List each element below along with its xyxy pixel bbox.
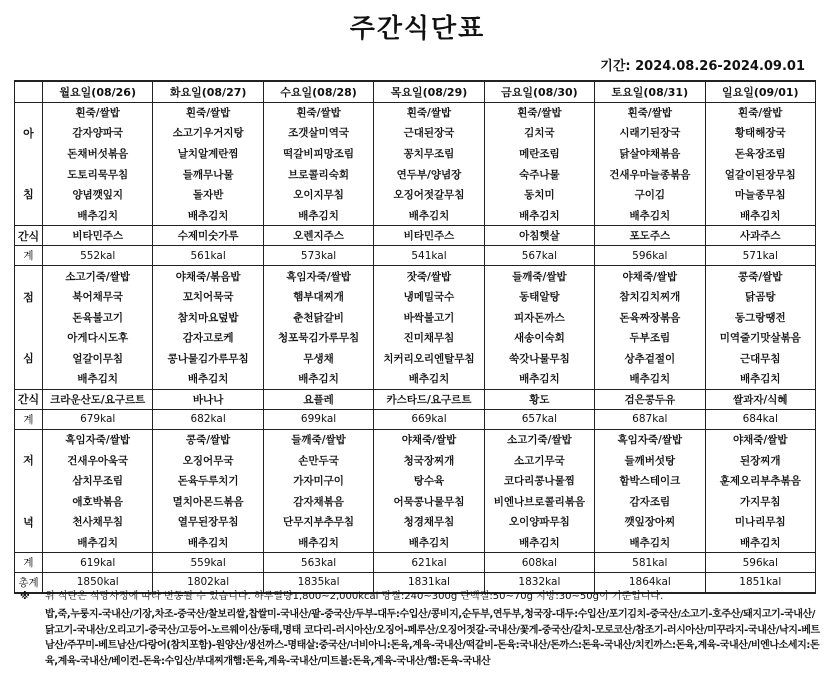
menu-item: 배추김치 [595, 532, 705, 553]
snack-item: 황도 [484, 389, 594, 409]
menu-item: 동치미 [484, 184, 594, 205]
day-header-row [15, 81, 816, 102]
menu-item: 흰죽/쌀밥 [263, 102, 373, 123]
menu-item: 건새우아욱국 [43, 450, 153, 471]
menu-item: 도토리묵무침 [43, 164, 153, 185]
menu-item: 두부조림 [595, 327, 705, 348]
menu-item: 흰죽/쌀밥 [705, 102, 815, 123]
day-header: 일요일(09/01) [705, 81, 815, 102]
meal-item-row [15, 102, 816, 123]
menu-item: 피자돈까스 [484, 307, 594, 328]
snack-item: 카스타드/요구르트 [374, 389, 484, 409]
snack-label: 간식 [15, 389, 43, 409]
meal-item-row [15, 369, 816, 390]
menu-item: 배추김치 [595, 369, 705, 390]
menu-item: 돈육두루치기 [153, 470, 263, 491]
kcal-value: 559kal [153, 553, 263, 573]
menu-item: 날치알계란찜 [153, 143, 263, 164]
menu-item: 닭살야채볶음 [595, 143, 705, 164]
menu-item: 배추김치 [43, 532, 153, 553]
note-mark: ※ [20, 591, 30, 602]
meal-item-row [15, 143, 816, 164]
menu-item: 배추김치 [705, 205, 815, 226]
menu-item: 배추김치 [484, 532, 594, 553]
day-header: 화요일(08/27) [153, 81, 263, 102]
menu-item: 청경채무침 [374, 512, 484, 533]
kcal-value: 621kal [374, 553, 484, 573]
meal-label [15, 429, 43, 553]
menu-item: 오이지무침 [263, 184, 373, 205]
meal-item-row [15, 327, 816, 348]
notes-section [20, 589, 820, 669]
menu-item: 무생채 [263, 348, 373, 369]
meal-item-row [15, 123, 816, 144]
kcal-label: 계 [15, 409, 43, 429]
snack-item: 검은콩두유 [595, 389, 705, 409]
menu-item: 들깨죽/쌀밥 [484, 266, 594, 287]
meal-label-text [15, 430, 42, 553]
menu-item: 메란조림 [484, 143, 594, 164]
total-value: 1851kal [705, 573, 815, 593]
kcal-value: 669kal [374, 409, 484, 429]
meal-label-char: 아 [23, 127, 34, 141]
meal-item-row [15, 450, 816, 471]
snack-label: 간식 [15, 226, 43, 246]
meal-label-char: 저 [23, 454, 34, 468]
kcal-value: 657kal [484, 409, 594, 429]
kcal-value: 596kal [705, 553, 815, 573]
menu-item: 함박스테이크 [595, 470, 705, 491]
menu-item: 꽁치무조림 [374, 143, 484, 164]
menu-item: 들깨무나물 [153, 164, 263, 185]
kcal-row [15, 246, 816, 266]
menu-item: 바싹불고기 [374, 307, 484, 328]
menu-item: 소고기죽/쌀밥 [43, 266, 153, 287]
menu-item: 떡갈비피망조림 [263, 143, 373, 164]
menu-body [15, 102, 816, 593]
menu-item: 배추김치 [43, 205, 153, 226]
menu-item: 쑥갓나물무침 [484, 348, 594, 369]
menu-item: 진미채무침 [374, 327, 484, 348]
menu-item: 마늘종무침 [705, 184, 815, 205]
menu-item: 돌자반 [153, 184, 263, 205]
menu-item: 치커리오리엔탈무침 [374, 348, 484, 369]
menu-item: 양념깻잎지 [43, 184, 153, 205]
meal-label [15, 102, 43, 226]
menu-item: 돈육불고기 [43, 307, 153, 328]
menu-item: 얼갈이무침 [43, 348, 153, 369]
menu-item: 청국장찌개 [374, 450, 484, 471]
kcal-value: 699kal [263, 409, 373, 429]
menu-item: 가자미구이 [263, 470, 373, 491]
kcal-value: 552kal [43, 246, 153, 266]
menu-item: 연두부/양념장 [374, 164, 484, 185]
meal-label-char: 점 [23, 290, 34, 304]
menu-item: 배추김치 [705, 532, 815, 553]
menu-item: 된장찌개 [705, 450, 815, 471]
menu-item: 코다리콩나물찜 [484, 470, 594, 491]
menu-item: 배추김치 [374, 532, 484, 553]
menu-item: 흑임자죽/쌀밥 [263, 266, 373, 287]
menu-item: 천사채무침 [43, 512, 153, 533]
day-header: 목요일(08/29) [374, 81, 484, 102]
day-header: 금요일(08/30) [484, 81, 594, 102]
menu-item: 동태알탕 [484, 286, 594, 307]
menu-item: 삼치무조림 [43, 470, 153, 491]
menu-item: 소고기죽/쌀밥 [484, 429, 594, 450]
menu-item: 감자조림 [595, 491, 705, 512]
menu-item: 야채죽/쌀밥 [595, 266, 705, 287]
kcal-value: 581kal [595, 553, 705, 573]
menu-item: 배추김치 [153, 205, 263, 226]
meal-item-row [15, 429, 816, 450]
meal-item-row [15, 532, 816, 553]
kcal-value: 567kal [484, 246, 594, 266]
menu-item: 콩나물김가루무침 [153, 348, 263, 369]
snack-item: 아침햇살 [484, 226, 594, 246]
menu-item: 배추김치 [374, 369, 484, 390]
menu-item: 청포묵김가루무침 [263, 327, 373, 348]
menu-item: 돈채버섯볶음 [43, 143, 153, 164]
kcal-value: 608kal [484, 553, 594, 573]
menu-item: 손만두국 [263, 450, 373, 471]
meal-label [15, 266, 43, 390]
meal-label-char: 심 [23, 351, 34, 365]
kcal-value: 619kal [43, 553, 153, 573]
total-value: 1864kal [595, 573, 705, 593]
kcal-label: 계 [15, 246, 43, 266]
menu-item: 배추김치 [374, 205, 484, 226]
menu-item: 야채죽/볶음밥 [153, 266, 263, 287]
kcal-value: 541kal [374, 246, 484, 266]
menu-item: 꼬치어묵국 [153, 286, 263, 307]
meal-item-row [15, 307, 816, 328]
menu-period: 기간: 2024.08.26-2024.09.01 [600, 59, 805, 74]
snack-item: 크라운산도/요구르트 [43, 389, 153, 409]
snack-item: 바나나 [153, 389, 263, 409]
menu-item: 콩죽/쌀밥 [153, 429, 263, 450]
menu-item: 야채죽/쌀밥 [705, 429, 815, 450]
menu-item: 근대된장국 [374, 123, 484, 144]
total-value: 1831kal [374, 573, 484, 593]
menu-item: 잣죽/쌀밥 [374, 266, 484, 287]
menu-item: 소고기우거지탕 [153, 123, 263, 144]
menu-item: 흰죽/쌀밥 [153, 102, 263, 123]
menu-item: 흰죽/쌀밥 [43, 102, 153, 123]
day-header: 수요일(08/28) [263, 81, 373, 102]
menu-item: 애호박볶음 [43, 491, 153, 512]
total-value: 1802kal [153, 573, 263, 593]
menu-item: 배추김치 [43, 369, 153, 390]
menu-item: 배추김치 [263, 532, 373, 553]
menu-item: 오이양파무침 [484, 512, 594, 533]
origin-info: 밥,죽,누룽지-국내산/기장,차조-중국산/찰보리쌀,찹쌀미-국내산/팥-중국산/두부-대두:수입산/콩비지,순두부,연두부,청국장-대두:수입산/포기김치-중국산/소고기-호주산/돼지고기-국내산/닭고기-국내산/오리고기-중국산/고등어-노르웨이산/동태,명태 코다리-러시아산/오징어-페루산/오징어젓갈-국내산/꽃게-중국산/갈치-모로코산/참조기-러시아산/미꾸라지-국내산/낙지-베트남산/주꾸미-베트남산/다랑어(참치포함)-원양산/생선까스-명태살:중국산/너비아니:돈육,계육-국내산/떡갈비-돈육:국내산/돈까스:돈육-국내산/치킨까스:돈육,계육-국내산/비엔나소세지:돈육,계육-국내산/베이컨-돈육:수입산/부대찌개햄:돈육,계육-국내산/미트볼:돈육,계육-국내산/햄:돈육-국내산 [45, 609, 820, 667]
kcal-value: 573kal [263, 246, 373, 266]
kcal-value: 684kal [705, 409, 815, 429]
kcal-value: 571kal [705, 246, 815, 266]
menu-item: 오징어무국 [153, 450, 263, 471]
meal-item-row [15, 470, 816, 491]
meal-item-row [15, 164, 816, 185]
menu-item: 훈제오리부추볶음 [705, 470, 815, 491]
menu-item: 배추김치 [484, 369, 594, 390]
meal-label-text [15, 266, 42, 389]
snack-item: 쌀과자/식혜 [705, 389, 815, 409]
menu-item: 깻잎장아찌 [595, 512, 705, 533]
menu-item: 들깨버섯탕 [595, 450, 705, 471]
menu-item: 돈육장조림 [705, 143, 815, 164]
menu-item: 오징어젓갈무침 [374, 184, 484, 205]
page-title: 주간식단표 [349, 14, 486, 44]
meal-item-row [15, 266, 816, 287]
total-label: 총계 [15, 573, 43, 593]
menu-item: 참치마요덮밥 [153, 307, 263, 328]
snack-item: 오렌지주스 [263, 226, 373, 246]
meal-item-row [15, 512, 816, 533]
total-value: 1850kal [43, 573, 153, 593]
menu-item: 배추김치 [484, 205, 594, 226]
meal-label-char: 침 [23, 188, 34, 202]
snack-row [15, 226, 816, 246]
kcal-row [15, 553, 816, 573]
kcal-value: 682kal [153, 409, 263, 429]
menu-item: 참치김치찌개 [595, 286, 705, 307]
meal-label-text [15, 103, 42, 226]
snack-item: 사과주스 [705, 226, 815, 246]
menu-item: 숙주나물 [484, 164, 594, 185]
meal-label-char: 녁 [23, 515, 34, 529]
menu-item: 열무된장무침 [153, 512, 263, 533]
menu-item: 아게다시도후 [43, 327, 153, 348]
meal-item-row [15, 286, 816, 307]
menu-item: 배추김치 [263, 369, 373, 390]
menu-item: 야채죽/쌀밥 [374, 429, 484, 450]
menu-item: 멸치아몬드볶음 [153, 491, 263, 512]
meal-item-row [15, 491, 816, 512]
menu-item: 감자양파국 [43, 123, 153, 144]
kcal-value: 596kal [595, 246, 705, 266]
snack-item: 포도주스 [595, 226, 705, 246]
menu-item: 배추김치 [153, 532, 263, 553]
menu-item: 어묵콩나물무침 [374, 491, 484, 512]
menu-item: 김치국 [484, 123, 594, 144]
snack-item: 비타민주스 [43, 226, 153, 246]
kcal-value: 561kal [153, 246, 263, 266]
meal-item-row [15, 184, 816, 205]
menu-item: 흑임자죽/쌀밥 [595, 429, 705, 450]
kcal-row [15, 409, 816, 429]
menu-item: 상추겉절이 [595, 348, 705, 369]
corner-cell [15, 81, 43, 102]
menu-item: 배추김치 [705, 369, 815, 390]
menu-item: 미나리무침 [705, 512, 815, 533]
menu-item: 새송이숙회 [484, 327, 594, 348]
menu-item: 소고기무국 [484, 450, 594, 471]
meal-item-row [15, 205, 816, 226]
menu-item: 돈육짜장볶음 [595, 307, 705, 328]
menu-item: 감자채볶음 [263, 491, 373, 512]
kcal-label: 계 [15, 553, 43, 573]
menu-item: 춘천닭갈비 [263, 307, 373, 328]
menu-item: 구이김 [595, 184, 705, 205]
menu-item: 흑임자죽/쌀밥 [43, 429, 153, 450]
menu-item: 단무지부추무침 [263, 512, 373, 533]
total-value: 1835kal [263, 573, 373, 593]
menu-item: 닭곰탕 [705, 286, 815, 307]
day-header: 월요일(08/26) [43, 81, 153, 102]
note-line: 위 식단은 식당사정에 따라 변동될 수 있습니다. 하루열량1,800~2,000kcal 당질:240~300g 단백질:50~70g 지방:30~50g이 기준입니다. [45, 591, 664, 602]
menu-item: 북어채무국 [43, 286, 153, 307]
weekly-menu-table [14, 80, 816, 594]
meal-item-row [15, 348, 816, 369]
menu-item: 흰죽/쌀밥 [374, 102, 484, 123]
snack-item: 수제미숫가루 [153, 226, 263, 246]
menu-item: 배추김치 [595, 205, 705, 226]
menu-item: 황태해장국 [705, 123, 815, 144]
menu-item: 탕수육 [374, 470, 484, 491]
menu-item: 콩죽/쌀밥 [705, 266, 815, 287]
menu-item: 조갯살미역국 [263, 123, 373, 144]
menu-item: 배추김치 [153, 369, 263, 390]
snack-item: 요플레 [263, 389, 373, 409]
menu-item: 햄부대찌개 [263, 286, 373, 307]
kcal-value: 563kal [263, 553, 373, 573]
menu-item: 근대무침 [705, 348, 815, 369]
kcal-value: 687kal [595, 409, 705, 429]
day-header: 토요일(08/31) [595, 81, 705, 102]
menu-item: 시래기된장국 [595, 123, 705, 144]
total-value: 1832kal [484, 573, 594, 593]
kcal-value: 679kal [43, 409, 153, 429]
menu-item: 냉메밀국수 [374, 286, 484, 307]
menu-item: 흰죽/쌀밥 [595, 102, 705, 123]
menu-item: 비엔나브로콜리볶음 [484, 491, 594, 512]
snack-row [15, 389, 816, 409]
menu-item: 동그랑땡전 [705, 307, 815, 328]
menu-item: 미역줄기맛살볶음 [705, 327, 815, 348]
menu-item: 가지무침 [705, 491, 815, 512]
menu-item: 흰죽/쌀밥 [484, 102, 594, 123]
menu-item: 들깨죽/쌀밥 [263, 429, 373, 450]
menu-item: 배추김치 [263, 205, 373, 226]
menu-item: 얼갈이된장무침 [705, 164, 815, 185]
menu-item: 감자고로케 [153, 327, 263, 348]
menu-item: 건새우마늘종볶음 [595, 164, 705, 185]
menu-item: 브로콜리숙회 [263, 164, 373, 185]
snack-item: 비타민주스 [374, 226, 484, 246]
